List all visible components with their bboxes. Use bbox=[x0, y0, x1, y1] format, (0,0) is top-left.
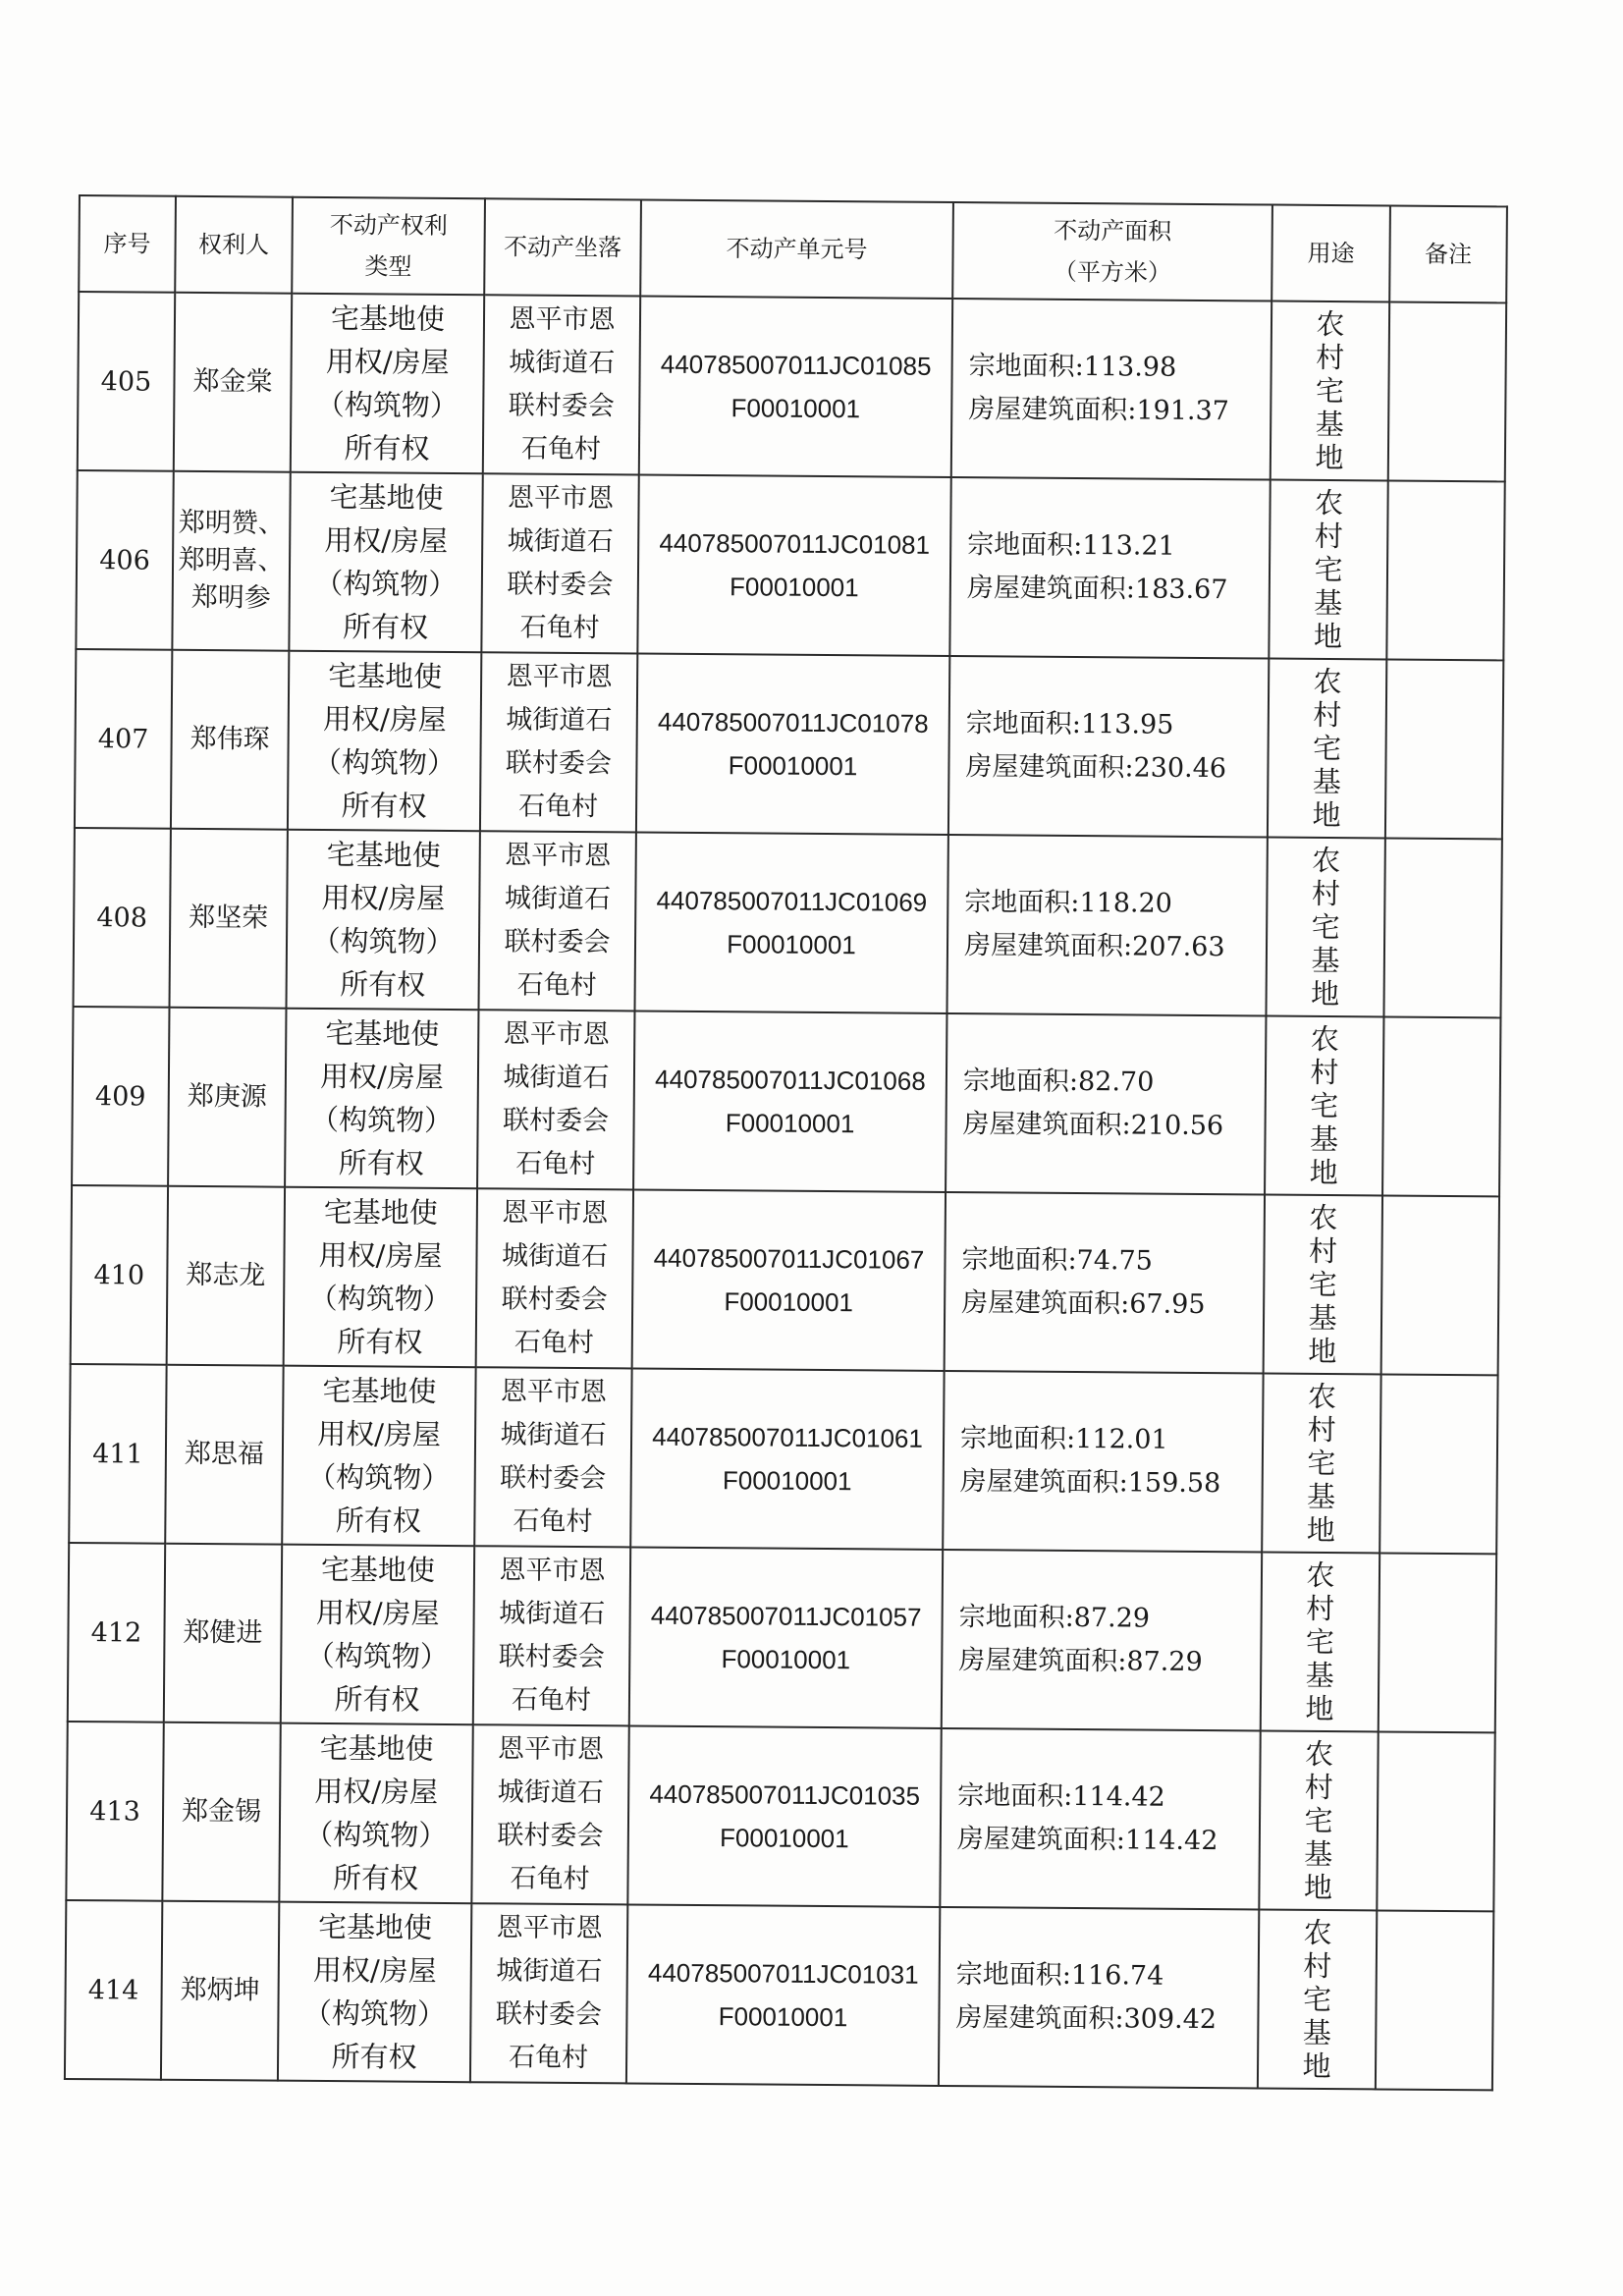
usage-char: 村 bbox=[1316, 340, 1345, 375]
usage-cell bbox=[1265, 1016, 1383, 1196]
unit-number-line: 440785007011JC01057 bbox=[650, 1600, 922, 1632]
usage-char: 农 bbox=[1312, 843, 1341, 878]
seq-cell: 405 bbox=[78, 292, 175, 471]
location-line: 城街道石 bbox=[496, 1955, 603, 1988]
right-type-line: 宅基地使 bbox=[329, 480, 444, 515]
land-area: 宗地面积:113.95 bbox=[965, 708, 1174, 740]
remark-cell bbox=[1380, 1374, 1497, 1554]
table-row bbox=[72, 1007, 1500, 1196]
area-cell bbox=[940, 1728, 1260, 1910]
remark-cell bbox=[1388, 301, 1506, 481]
right-type-line: 宅基地使 bbox=[330, 301, 446, 336]
unit-number-line: F00010001 bbox=[730, 393, 861, 424]
location-line: 城街道石 bbox=[509, 347, 616, 379]
building-area: 房屋建筑面积:207.63 bbox=[963, 930, 1225, 963]
right-type-line: 所有权 bbox=[332, 1861, 419, 1895]
unit-number-cell bbox=[627, 1725, 941, 1906]
location-line: 联村委会 bbox=[495, 1998, 603, 2031]
building-area: 房屋建筑面积:230.46 bbox=[965, 751, 1227, 785]
location-line: 恩平市恩 bbox=[496, 1912, 603, 1944]
location-line: 石龟村 bbox=[511, 1684, 592, 1717]
usage-char: 农 bbox=[1316, 306, 1345, 342]
remark-cell bbox=[1377, 1731, 1494, 1911]
right-type-line: 宅基地使 bbox=[320, 1552, 436, 1587]
usage-char: 村 bbox=[1303, 1948, 1332, 1984]
location-line: 石龟村 bbox=[514, 1327, 594, 1359]
unit-number-cell bbox=[634, 832, 947, 1012]
owner-cell bbox=[164, 1544, 282, 1723]
remark-cell bbox=[1376, 1910, 1493, 2090]
right-type-line: 用权/房屋 bbox=[312, 1952, 437, 1988]
unit-number-line: 440785007011JC01068 bbox=[654, 1064, 926, 1096]
building-area: 房屋建筑面积:183.67 bbox=[966, 573, 1228, 606]
location-line: 联村委会 bbox=[497, 1820, 604, 1852]
usage-char: 宅 bbox=[1308, 1267, 1337, 1302]
unit-number-cell bbox=[637, 474, 950, 655]
right-type-line: （构筑物） bbox=[305, 1638, 449, 1674]
right-type-line: 所有权 bbox=[334, 1682, 420, 1717]
area-cell bbox=[951, 299, 1271, 480]
header-right-type-line: 不动产权利 bbox=[329, 211, 448, 240]
usage-char: 地 bbox=[1315, 440, 1344, 475]
usage-char: 基 bbox=[1305, 1658, 1334, 1693]
usage-char: 基 bbox=[1312, 764, 1341, 799]
remark-cell bbox=[1386, 480, 1504, 660]
building-area: 房屋建筑面积:67.95 bbox=[961, 1287, 1206, 1321]
right-type-cell bbox=[286, 830, 479, 1011]
unit-number-cell bbox=[626, 1904, 940, 2085]
table-row bbox=[66, 1722, 1494, 1911]
right-type-line: 所有权 bbox=[341, 789, 427, 823]
right-type-cell bbox=[289, 472, 482, 653]
remark-cell bbox=[1381, 1195, 1499, 1375]
registration-table bbox=[64, 194, 1508, 2091]
usage-char: 基 bbox=[1306, 1479, 1336, 1514]
right-type-line: （构筑物） bbox=[315, 387, 459, 423]
usage-char: 基 bbox=[1308, 1300, 1337, 1336]
unit-number-line: F00010001 bbox=[727, 929, 856, 960]
unit-number-cell bbox=[630, 1368, 944, 1549]
owner-name: 郑志龙 bbox=[186, 1259, 266, 1291]
location-cell bbox=[480, 652, 637, 832]
right-type-line: 用权/房屋 bbox=[318, 1237, 443, 1273]
right-type-line: 宅基地使 bbox=[319, 1730, 434, 1766]
location-line: 恩平市恩 bbox=[497, 1733, 605, 1766]
usage-char: 地 bbox=[1313, 619, 1343, 654]
usage-char: 地 bbox=[1306, 1512, 1335, 1548]
owner-cell bbox=[172, 471, 290, 651]
right-type-line: 所有权 bbox=[342, 610, 429, 644]
right-type-line: 用权/房屋 bbox=[324, 522, 449, 558]
usage-char: 农 bbox=[1307, 1379, 1337, 1414]
location-line: 城街道石 bbox=[499, 1598, 606, 1630]
right-type-line: 用权/房屋 bbox=[322, 701, 447, 737]
owner-name: 郑思福 bbox=[184, 1438, 265, 1470]
usage-char: 基 bbox=[1315, 407, 1344, 442]
usage-cell bbox=[1269, 480, 1387, 660]
right-type-cell bbox=[282, 1366, 475, 1547]
owner-cell bbox=[161, 1901, 279, 2081]
usage-char: 宅 bbox=[1305, 1624, 1335, 1660]
table-row bbox=[76, 470, 1504, 660]
owner-name: 郑坚荣 bbox=[189, 902, 269, 934]
right-type-line: 所有权 bbox=[340, 967, 426, 1002]
location-line: 联村委会 bbox=[502, 1105, 610, 1137]
table-row bbox=[75, 649, 1503, 839]
remark-cell bbox=[1379, 1553, 1496, 1732]
remark-cell bbox=[1382, 1016, 1500, 1196]
usage-char: 地 bbox=[1310, 976, 1340, 1011]
usage-char: 地 bbox=[1308, 1334, 1337, 1369]
location-cell bbox=[483, 295, 640, 474]
building-area: 房屋建筑面积:114.42 bbox=[956, 1824, 1218, 1857]
right-type-line: 宅基地使 bbox=[328, 659, 443, 693]
usage-char: 村 bbox=[1314, 519, 1343, 554]
header-area-line: 不动产面积 bbox=[1054, 216, 1172, 246]
owner-name: 郑炳坤 bbox=[180, 1974, 260, 2006]
right-type-line: （构筑物） bbox=[304, 1817, 448, 1852]
owner-name: 郑明喜、 bbox=[178, 544, 285, 576]
seq-cell: 406 bbox=[76, 470, 173, 650]
owner-name: 郑明赞、 bbox=[178, 507, 285, 539]
owner-cell bbox=[165, 1365, 283, 1545]
unit-number-line: 440785007011JC01067 bbox=[653, 1242, 925, 1275]
right-type-line: 宅基地使 bbox=[318, 1909, 433, 1944]
header-remarks: 备注 bbox=[1389, 205, 1507, 302]
usage-char: 宅 bbox=[1311, 909, 1340, 945]
usage-char: 村 bbox=[1311, 876, 1341, 911]
location-line: 城街道石 bbox=[507, 525, 614, 558]
area-cell bbox=[949, 477, 1270, 659]
unit-number-line: F00010001 bbox=[718, 2001, 848, 2033]
right-type-line: （构筑物） bbox=[302, 1995, 447, 2031]
location-cell bbox=[473, 1546, 630, 1725]
right-type-line: 所有权 bbox=[337, 1325, 423, 1359]
unit-number-line: 440785007011JC01035 bbox=[649, 1778, 921, 1811]
location-line: 恩平市恩 bbox=[499, 1555, 606, 1587]
unit-number-line: 440785007011JC01031 bbox=[647, 1957, 919, 1990]
building-area: 房屋建筑面积:210.56 bbox=[962, 1109, 1224, 1142]
unit-number-line: F00010001 bbox=[722, 1465, 852, 1497]
unit-number-line: F00010001 bbox=[728, 750, 858, 782]
area-cell bbox=[948, 656, 1269, 838]
right-type-line: 用权/房屋 bbox=[314, 1774, 439, 1809]
unit-number-line: 440785007011JC01081 bbox=[659, 527, 931, 560]
location-line: 石龟村 bbox=[510, 1863, 590, 1895]
right-type-line: 宅基地使 bbox=[325, 1016, 440, 1051]
land-area: 宗地面积:87.29 bbox=[958, 1602, 1151, 1634]
table-row bbox=[68, 1543, 1496, 1732]
right-type-line: 用权/房屋 bbox=[317, 1416, 442, 1451]
area-cell bbox=[945, 1192, 1265, 1374]
right-type-line: 用权/房屋 bbox=[315, 1595, 440, 1630]
usage-char: 宅 bbox=[1310, 1088, 1339, 1123]
location-cell bbox=[470, 1903, 627, 2083]
right-type-line: 宅基地使 bbox=[323, 1194, 439, 1230]
seq-cell: 408 bbox=[74, 828, 171, 1008]
area-cell bbox=[943, 1371, 1263, 1553]
building-area: 房屋建筑面积:159.58 bbox=[959, 1466, 1221, 1500]
usage-char: 基 bbox=[1314, 585, 1343, 621]
location-line: 石龟村 bbox=[517, 791, 599, 823]
seq-cell: 412 bbox=[68, 1543, 165, 1722]
table-row bbox=[71, 1185, 1499, 1375]
location-line: 恩平市恩 bbox=[505, 840, 612, 872]
usage-char: 基 bbox=[1304, 1836, 1333, 1872]
usage-char: 村 bbox=[1304, 1770, 1333, 1805]
usage-cell bbox=[1264, 1195, 1382, 1375]
area-cell bbox=[942, 1550, 1262, 1731]
remark-cell bbox=[1383, 838, 1501, 1017]
area-cell bbox=[947, 835, 1267, 1016]
location-line: 石龟村 bbox=[516, 969, 597, 1002]
table-row bbox=[69, 1364, 1497, 1554]
location-cell bbox=[481, 473, 638, 653]
right-type-line: 用权/房屋 bbox=[319, 1059, 444, 1094]
location-line: 恩平市恩 bbox=[500, 1376, 608, 1408]
right-type-line: 用权/房屋 bbox=[325, 344, 450, 379]
usage-cell bbox=[1261, 1553, 1380, 1732]
owner-name: 郑伟琛 bbox=[189, 723, 270, 755]
right-type-line: 所有权 bbox=[331, 2040, 417, 2074]
usage-char: 村 bbox=[1313, 697, 1342, 733]
location-line: 石龟村 bbox=[520, 433, 602, 465]
right-type-line: （构筑物） bbox=[314, 566, 458, 602]
seq-cell: 411 bbox=[69, 1364, 166, 1544]
owner-name: 郑明参 bbox=[190, 581, 271, 614]
table-body bbox=[65, 292, 1506, 2090]
building-area: 房屋建筑面积:191.37 bbox=[968, 394, 1230, 427]
usage-char: 地 bbox=[1305, 1691, 1334, 1726]
usage-cell bbox=[1262, 1374, 1380, 1554]
location-line: 恩平市恩 bbox=[502, 1197, 609, 1230]
usage-char: 基 bbox=[1302, 2015, 1331, 2050]
location-line: 联村委会 bbox=[504, 926, 611, 958]
usage-char: 农 bbox=[1303, 1915, 1332, 1950]
header-right-type-line: 类型 bbox=[364, 252, 412, 281]
location-line: 城街道石 bbox=[497, 1777, 604, 1809]
usage-cell bbox=[1259, 1731, 1378, 1911]
unit-number-line: 440785007011JC01085 bbox=[660, 349, 932, 381]
unit-number-line: F00010001 bbox=[721, 1644, 851, 1675]
land-area: 宗地面积:112.01 bbox=[959, 1423, 1168, 1455]
location-cell bbox=[478, 831, 635, 1011]
right-type-cell bbox=[285, 1009, 478, 1189]
right-type-cell bbox=[278, 1902, 471, 2083]
header-usage: 用途 bbox=[1271, 205, 1390, 302]
right-type-cell bbox=[291, 294, 484, 474]
owner-cell bbox=[168, 1008, 286, 1187]
usage-char: 农 bbox=[1310, 1021, 1339, 1057]
location-line: 石龟村 bbox=[513, 1505, 593, 1538]
table-row bbox=[78, 292, 1506, 481]
location-line: 城街道石 bbox=[504, 883, 612, 915]
usage-char: 地 bbox=[1309, 1155, 1338, 1190]
location-line: 联村委会 bbox=[507, 569, 614, 601]
location-line: 石龟村 bbox=[515, 1148, 596, 1180]
right-type-line: 宅基地使 bbox=[322, 1373, 437, 1408]
unit-number-line: F00010001 bbox=[729, 572, 859, 603]
usage-char: 宅 bbox=[1307, 1446, 1336, 1481]
land-area: 宗地面积:113.21 bbox=[967, 529, 1175, 562]
right-type-line: 用权/房屋 bbox=[321, 880, 446, 915]
header-right-type bbox=[292, 197, 485, 296]
usage-char: 基 bbox=[1309, 1121, 1339, 1157]
location-line: 城街道石 bbox=[506, 704, 613, 737]
location-line: 恩平市恩 bbox=[509, 303, 616, 336]
usage-char: 宅 bbox=[1312, 731, 1342, 766]
header-area bbox=[952, 202, 1272, 301]
right-type-cell bbox=[284, 1187, 477, 1368]
remark-cell bbox=[1385, 659, 1503, 839]
location-line: 石龟村 bbox=[508, 2042, 589, 2074]
header-owner: 权利人 bbox=[175, 196, 293, 294]
location-line: 恩平市恩 bbox=[507, 482, 615, 515]
usage-char: 农 bbox=[1306, 1558, 1335, 1593]
location-cell bbox=[476, 1188, 633, 1368]
right-type-line: 所有权 bbox=[335, 1503, 422, 1538]
usage-char: 农 bbox=[1309, 1200, 1338, 1235]
location-line: 联村委会 bbox=[508, 390, 615, 422]
location-cell bbox=[474, 1367, 631, 1547]
header-unit-number: 不动产单元号 bbox=[640, 200, 953, 299]
header-area-line: （平方米） bbox=[1053, 257, 1172, 287]
usage-cell bbox=[1258, 1909, 1377, 2089]
right-type-line: （构筑物） bbox=[311, 923, 455, 959]
right-type-line: 所有权 bbox=[338, 1146, 424, 1180]
location-line: 联村委会 bbox=[498, 1641, 605, 1673]
owner-cell bbox=[162, 1722, 280, 1902]
usage-char: 宅 bbox=[1302, 1982, 1332, 2017]
usage-cell bbox=[1268, 659, 1386, 839]
usage-char: 宅 bbox=[1314, 552, 1343, 587]
land-area: 宗地面积:116.74 bbox=[955, 1959, 1164, 1992]
right-type-line: 所有权 bbox=[344, 431, 430, 465]
table-row bbox=[74, 828, 1502, 1017]
usage-char: 村 bbox=[1307, 1412, 1336, 1448]
header-row bbox=[79, 195, 1507, 302]
header-location: 不动产坐落 bbox=[484, 198, 641, 296]
usage-char: 宅 bbox=[1315, 373, 1345, 409]
unit-number-line: 440785007011JC01069 bbox=[656, 885, 928, 917]
usage-char: 村 bbox=[1310, 1055, 1339, 1090]
location-line: 联村委会 bbox=[500, 1462, 607, 1495]
owner-cell bbox=[174, 293, 292, 472]
seq-cell: 407 bbox=[75, 649, 172, 829]
location-line: 石龟村 bbox=[519, 612, 600, 644]
location-line: 城街道石 bbox=[501, 1240, 609, 1273]
unit-number-line: 440785007011JC01061 bbox=[652, 1421, 924, 1453]
usage-cell bbox=[1271, 301, 1389, 481]
land-area: 宗地面积:114.42 bbox=[957, 1780, 1165, 1813]
table-row bbox=[65, 1900, 1493, 2090]
location-line: 联村委会 bbox=[505, 747, 613, 780]
location-cell bbox=[477, 1010, 634, 1189]
area-cell bbox=[946, 1013, 1266, 1195]
owner-cell bbox=[171, 650, 289, 830]
right-type-cell bbox=[288, 651, 481, 832]
owner-cell bbox=[167, 1186, 285, 1366]
unit-number-line: 440785007011JC01078 bbox=[657, 706, 929, 738]
usage-char: 基 bbox=[1311, 943, 1340, 978]
unit-number-cell bbox=[639, 296, 952, 476]
owner-name: 郑健进 bbox=[183, 1616, 263, 1649]
header-seq: 序号 bbox=[79, 195, 176, 293]
usage-char: 地 bbox=[1302, 2049, 1331, 2084]
right-type-cell bbox=[281, 1545, 474, 1725]
right-type-line: 宅基地使 bbox=[326, 838, 441, 872]
right-type-line: （构筑物） bbox=[307, 1459, 451, 1496]
usage-char: 宅 bbox=[1304, 1803, 1333, 1838]
unit-number-cell bbox=[633, 1011, 947, 1191]
usage-char: 农 bbox=[1314, 485, 1344, 520]
right-type-line: （构筑物） bbox=[308, 1281, 452, 1317]
right-type-line: （构筑物） bbox=[309, 1102, 454, 1138]
location-line: 城街道石 bbox=[500, 1419, 607, 1451]
owner-name: 郑庚源 bbox=[187, 1080, 267, 1113]
usage-char: 农 bbox=[1313, 664, 1342, 699]
seq-cell: 409 bbox=[72, 1007, 169, 1186]
owner-cell bbox=[170, 829, 288, 1009]
seq-cell: 414 bbox=[65, 1900, 162, 2080]
location-line: 恩平市恩 bbox=[503, 1018, 610, 1051]
land-area: 宗地面积:74.75 bbox=[961, 1244, 1154, 1277]
usage-char: 地 bbox=[1303, 1870, 1333, 1905]
usage-char: 村 bbox=[1306, 1591, 1335, 1626]
location-cell bbox=[471, 1724, 628, 1904]
unit-number-line: F00010001 bbox=[725, 1108, 855, 1139]
unit-number-line: F00010001 bbox=[724, 1286, 854, 1318]
area-cell bbox=[939, 1907, 1259, 2089]
location-line: 恩平市恩 bbox=[506, 661, 613, 693]
location-line: 联村委会 bbox=[501, 1284, 608, 1316]
unit-number-cell bbox=[636, 653, 949, 834]
unit-number-line: F00010001 bbox=[719, 1823, 849, 1854]
land-area: 宗地面积:118.20 bbox=[964, 887, 1173, 919]
owner-name: 郑金锡 bbox=[181, 1795, 262, 1828]
usage-char: 村 bbox=[1308, 1233, 1338, 1269]
usage-cell bbox=[1266, 838, 1384, 1017]
location-line: 城街道石 bbox=[503, 1062, 610, 1094]
usage-char: 地 bbox=[1312, 797, 1341, 833]
right-type-cell bbox=[279, 1723, 472, 1904]
owner-name: 郑金棠 bbox=[192, 365, 273, 398]
land-area: 宗地面积:113.98 bbox=[968, 351, 1177, 383]
unit-number-cell bbox=[629, 1547, 943, 1727]
usage-char: 农 bbox=[1304, 1736, 1334, 1772]
right-type-line: （构筑物） bbox=[312, 744, 457, 781]
unit-number-cell bbox=[632, 1189, 946, 1370]
seq-cell: 410 bbox=[71, 1185, 168, 1365]
building-area: 房屋建筑面积:309.42 bbox=[955, 2002, 1217, 2036]
building-area: 房屋建筑面积:87.29 bbox=[958, 1645, 1203, 1678]
seq-cell: 413 bbox=[66, 1722, 163, 1901]
land-area: 宗地面积:82.70 bbox=[962, 1066, 1155, 1098]
